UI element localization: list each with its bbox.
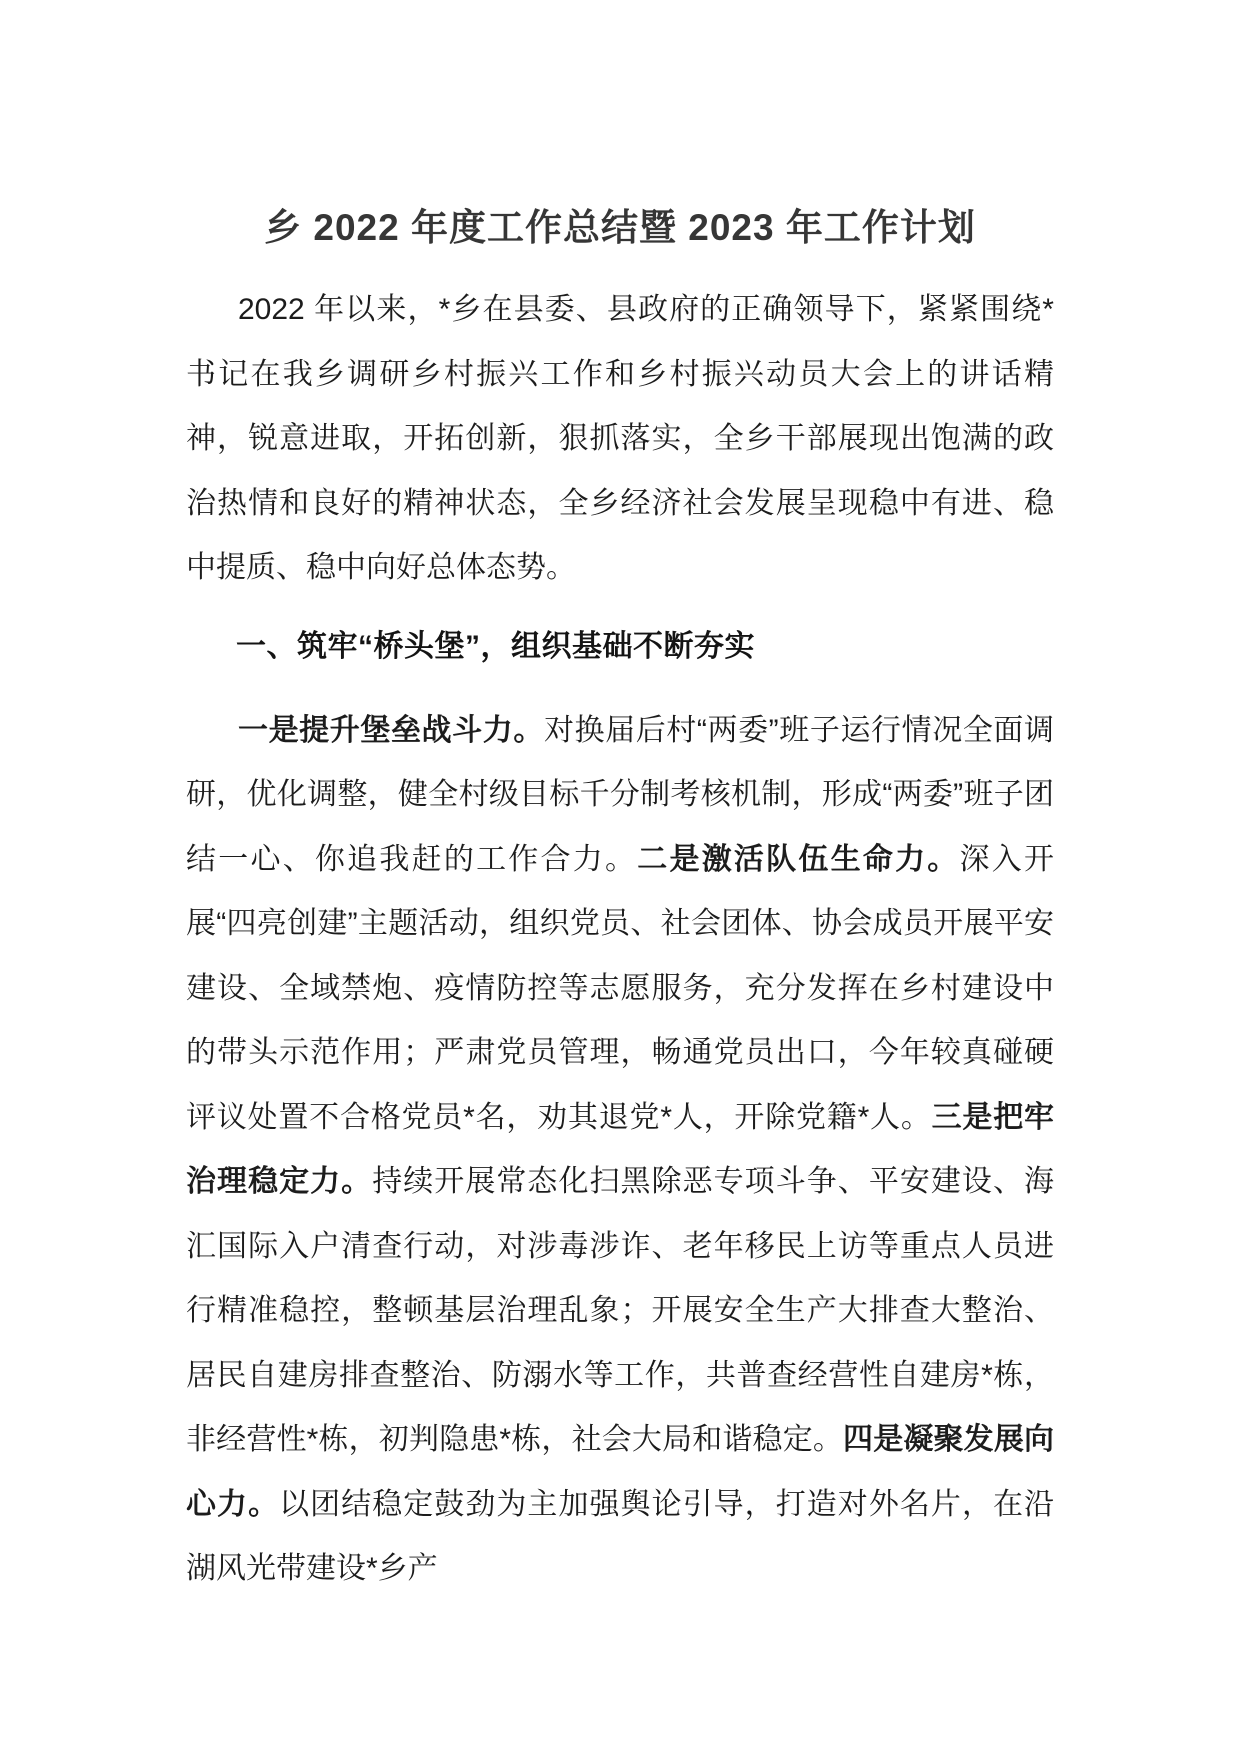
section-heading <box>186 615 1054 679</box>
paragraph <box>186 278 1054 601</box>
text-run-bold: 二是激活队伍生命力。 <box>637 842 960 876</box>
text-run: 对换届后村“两委”班子运行情况全面调研，优化调整，健全村级目标千分制考核机制，形成“两委”班子团结一心、你追我赶的工作合力。 <box>186 713 1055 876</box>
text-run-bold: 一、筑牢“桥头堡”，组织基础不断夯实 <box>236 629 755 663</box>
text-run-bold: 四是凝聚发展向心力。 <box>186 1423 1054 1521</box>
text-run: 深入开展“四亮创建”主题活动，组织党员、社会团体、协会成员开展平安建设、全域禁炮、疫情防控等志愿服务，充分发挥在乡村建设中的带头示范作用；严肃党员管理，畅通党员出口，今年较真碰硬评议处置不合格党员*名，劝其退党*人，开除党籍*人。 <box>186 842 1055 1134</box>
paragraph <box>186 699 1054 1602</box>
document-title: 乡 2022 年度工作总结暨 2023 年工作计划 <box>264 207 976 248</box>
document-body <box>186 278 1054 1602</box>
text-run-bold: 三是把牢治理稳定力。 <box>186 1100 1055 1198</box>
text-run: 以团结稳定鼓劲为主加强舆论引导，打造对外名片，在沿湖风光带建设*乡产 <box>186 1487 1055 1585</box>
text-run: 2022 年以来，*乡在县委、县政府的正确领导下，紧紧围绕*书记在我乡调研乡村振兴工作和乡村振兴动员大会上的讲话精神，锐意进取，开拓创新，狠抓落实，全乡干部展现出饱满的政治热情和良好的精神状态，全乡经济社会发展呈现稳中有进、稳中提质、稳中向好总体态势。 <box>186 293 1054 584</box>
text-run: 持续开展常态化扫黑除恶专项斗争、平安建设、海汇国际入户清查行动，对涉毒涉诈、老年移民上访等重点人员进行精准稳控，整顿基层治理乱象；开展安全生产大排查大整治、居民自建房排查整治、防溺水等工作，共普查经营性自建房*栋，非经营性*栋，初判隐患*栋，社会大局和谐稳定。 <box>186 1165 1055 1456</box>
text-run-bold: 一是提升堡垒战斗力。 <box>238 713 544 747</box>
